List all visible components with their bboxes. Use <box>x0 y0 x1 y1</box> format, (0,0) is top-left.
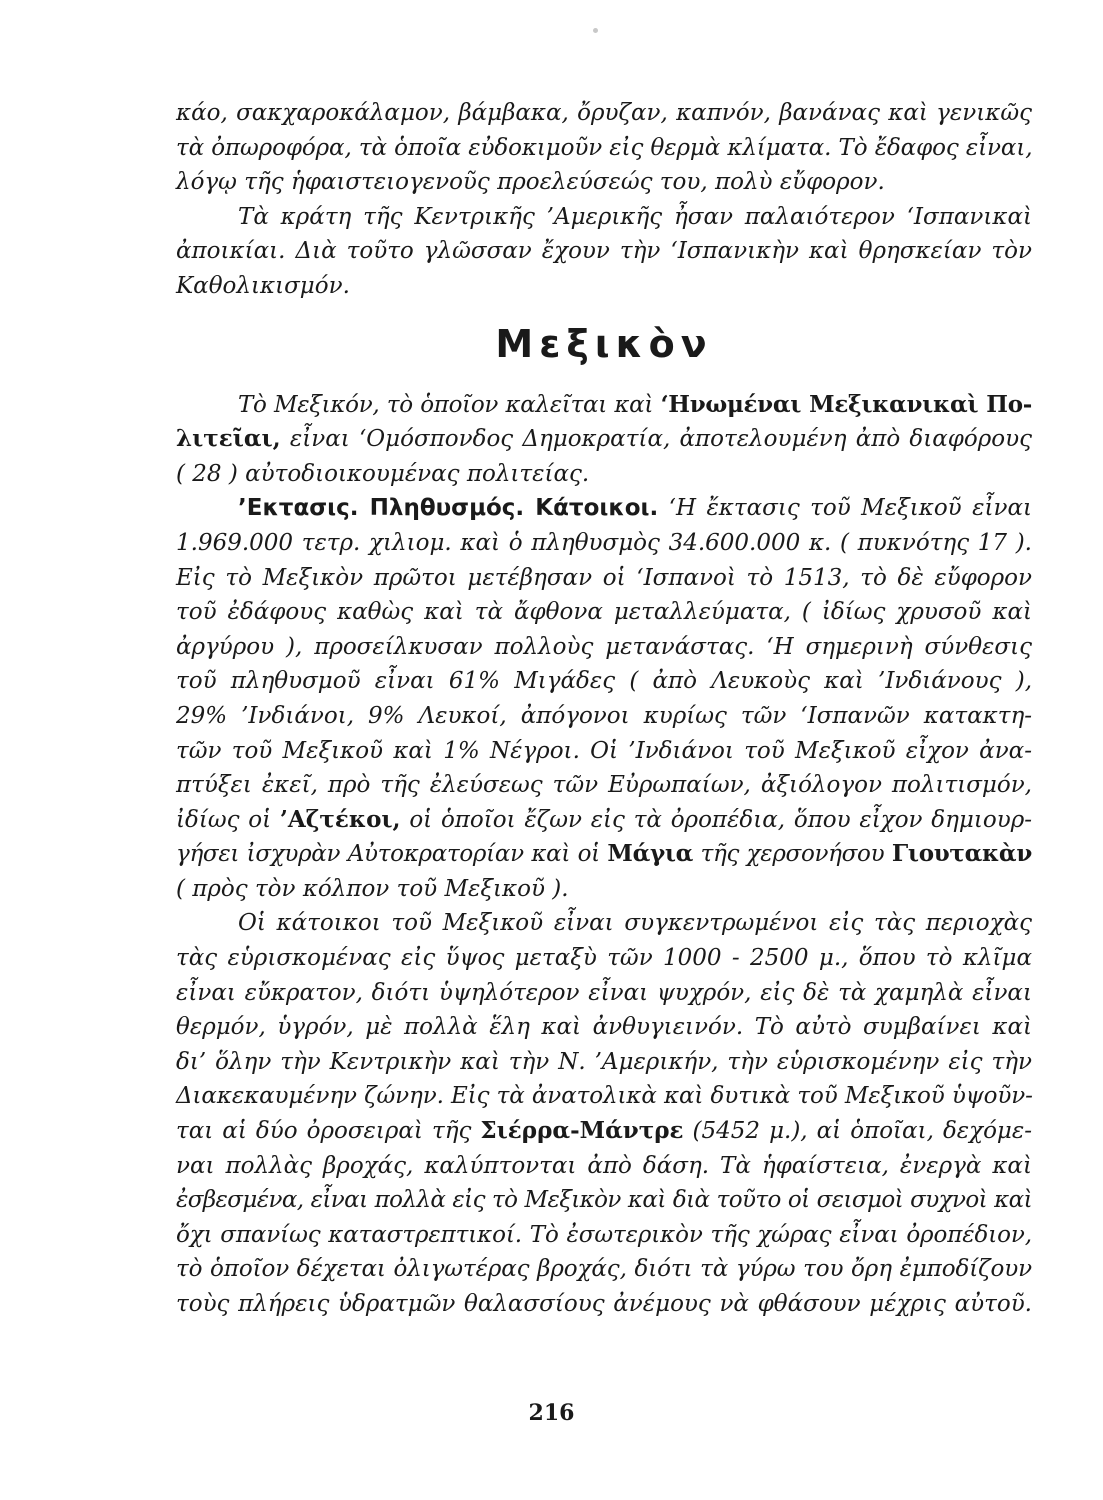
text-span: (5452 μ.), αἱ ὁποῖαι, δεχόμε- <box>683 1118 1032 1145</box>
text-line: εἶναι εὔκρατον, διότι ὑψηλότερον εἶναι ψυχρόν, εἰς δὲ τὰ χαμηλὰ εἶναι <box>176 979 1032 1006</box>
text-span: Τὸ Μεξικόν, τὸ ὁποῖον καλεῖται καὶ <box>238 391 654 418</box>
text-line: ( πρὸς τὸν κόλπον τοῦ Μεξικοῦ ). <box>176 875 569 902</box>
text-line <box>176 422 1032 457</box>
text-span: τῆς χερσονήσου <box>693 841 892 868</box>
paragraph-intro <box>176 96 1032 200</box>
text-line: ναι πολλὰς βροχάς, καλύπτονται ἀπὸ δάση. Τὰ ἡφαίστεια, ἐνεργὰ καὶ <box>176 1152 1032 1179</box>
text-span: γήσει ἰσχυρὰν Αὐτοκρατορίαν καὶ οἱ <box>176 841 608 868</box>
paragraph-climate <box>176 906 1032 1321</box>
bold-term: Γιουτακὰν <box>891 840 1032 868</box>
text-line: δι’ ὅλην τὴν Κεντρικὴν καὶ τὴν Ν. ’Αμερικήν, τὴν εὑρισκομένην εἰς τὴν <box>176 1048 1032 1075</box>
text-line: 1.969.000 τετρ. χιλιομ. καὶ ὁ πληθυσμὸς 34.600.000 κ. ( πυκνότης 17 ). <box>176 529 1032 556</box>
bold-term: ’Αζτέκοι, <box>279 805 401 833</box>
scan-speck <box>593 28 598 33</box>
text-line: 29% ’Ινδιάνοι, 9% Λευκοί, ἀπόγονοι κυρίως τῶν ‘Ισπανῶν κατακτη- <box>176 702 1032 729</box>
text-line: Καθολικισμόν. <box>176 272 350 299</box>
section-title: Μεξικὸν <box>495 321 713 366</box>
subheading: ’Εκτασις. Πληθυσμός. Κάτοικοι. <box>238 495 659 522</box>
paragraph-states <box>176 200 1032 304</box>
text-line: τοὺς πλήρεις ὑδρατμῶν θαλασσίους ἀνέμους νὰ φθάσουν μέχρις αὐτοῦ. <box>176 1291 1032 1317</box>
text-line: ὄχι σπανίως καταστρεπτικοί. Τὸ ἐσωτερικὸν τῆς χώρας εἶναι ὀροπέδιον, <box>176 1221 1032 1248</box>
bold-term: Σιέρρα-Μάντρε <box>480 1117 684 1145</box>
text-line: ἐσβεσμένα, εἶναι πολλὰ εἰς τὸ Μεξικὸν καὶ διὰ τοῦτο οἱ σεισμοὶ συχνοὶ καὶ <box>176 1187 1032 1214</box>
text-line: τὰ ὀπωροφόρα, τὰ ὁποῖα εὐδοκιμοῦν εἰς θερμὰ κλίματα. Τὸ ἔδαφος εἶναι, <box>176 134 1033 161</box>
text-line <box>176 491 1032 526</box>
text-line: Εἰς τὸ Μεξικὸν πρῶτοι μετέβησαν οἱ ‘Ισπανοὶ τὸ 1513, τὸ δὲ εὔφορον <box>176 564 1032 591</box>
page-number: 216 <box>528 1400 575 1426</box>
text-span: εἶναι ‘Ομόσπονδος Δημοκρατία, ἀποτελουμένη ἀπὸ διαφόρους <box>280 426 1032 453</box>
text-span: ‘Η ἔκτασις τοῦ Μεξικοῦ εἶναι <box>658 495 1032 522</box>
page-body <box>176 96 1032 1322</box>
text-line: Διακεκαυμένην ζώνην. Εἰς τὰ ἀνατολικὰ καὶ δυτικὰ τοῦ Μεξικοῦ ὑψοῦν- <box>176 1083 1033 1110</box>
text-line <box>176 388 1032 423</box>
text-line: τῶν τοῦ Μεξικοῦ καὶ 1% Νέγροι. Οἱ ’Ινδιάνοι τοῦ Μεξικοῦ εἶχον ἀνα- <box>176 737 1032 764</box>
text-line: πτύξει ἐκεῖ, πρὸ τῆς ἐλεύσεως τῶν Εὐρωπαίων, ἀξιόλογον πολιτισμόν, <box>176 772 1032 799</box>
text-span: οἱ ὁποῖοι ἔζων εἰς τὰ ὀροπέδια, ὅπου εἶχον δημιουρ- <box>400 806 1032 833</box>
text-line <box>176 803 1032 838</box>
text-line: λόγῳ τῆς ἡφαιστειογενοῦς προελεύσεώς του, πολὺ εὔφορον. <box>176 169 885 196</box>
text-span: ται αἱ δύο ὀροσειραὶ τῆς <box>176 1118 481 1145</box>
bold-term: λιτεῖαι, <box>176 425 281 453</box>
text-line: Οἱ κάτοικοι τοῦ Μεξικοῦ εἶναι συγκεντρωμένοι εἰς τὰς περιοχὰς <box>238 910 1032 937</box>
bold-term: ‘Ηνωμέναι Μεξικανικαὶ Πο- <box>660 390 1033 418</box>
text-line <box>176 837 1032 872</box>
text-line: ἀργύρου ), προσείλκυσαν πολλοὺς μετανάστας. ‘Η σημερινὴ σύνθεσις <box>176 633 1032 660</box>
text-line: θερμόν, ὑγρόν, μὲ πολλὰ ἕλη καὶ ἀνθυγιεινόν. Τὸ αὐτὸ συμβαίνει καὶ <box>176 1014 1032 1041</box>
bold-term: Μάγια <box>607 840 694 868</box>
paragraph-area <box>176 491 1032 906</box>
text-line: τοῦ ἐδάφους καθὼς καὶ τὰ ἄφθονα μεταλλεύματα, ( ἰδίως χρυσοῦ καὶ <box>176 599 1032 626</box>
text-span: ἰδίως οἱ <box>176 806 280 833</box>
text-line: ( 28 ) αὐτοδιοικουμένας πολιτείας. <box>176 460 590 487</box>
text-line: Τὰ κράτη τῆς Κεντρικῆς ’Αμερικῆς ἦσαν παλαιότερον ‘Ισπανικαὶ <box>238 203 1032 230</box>
text-line: τὸ ὁποῖον δέχεται ὀλιγωτέρας βροχάς, διότι τὰ γύρω του ὄρη ἐμποδίζουν <box>176 1256 1032 1283</box>
text-line: τὰς εὑρισκομένας εἰς ὕψος μεταξὺ τῶν 1000 - 2500 μ., ὅπου τὸ κλῖμα <box>176 945 1032 972</box>
text-line: τοῦ πληθυσμοῦ εἶναι 61% Μιγάδες ( ἀπὸ Λευκοὺς καὶ ’Ινδιάνους ), <box>176 668 1032 695</box>
text-line: ἀποικίαι. Διὰ τοῦτο γλῶσσαν ἔχουν τὴν ‘Ισπανικὴν καὶ θρησκείαν τὸν <box>176 238 1032 265</box>
paragraph-mexico <box>176 388 1032 492</box>
text-line: κάο, σακχαροκάλαμον, βάμβακα, ὄρυζαν, καπνόν, βανάνας καὶ γενικῶς <box>176 100 1032 126</box>
text-line <box>176 1114 1032 1149</box>
